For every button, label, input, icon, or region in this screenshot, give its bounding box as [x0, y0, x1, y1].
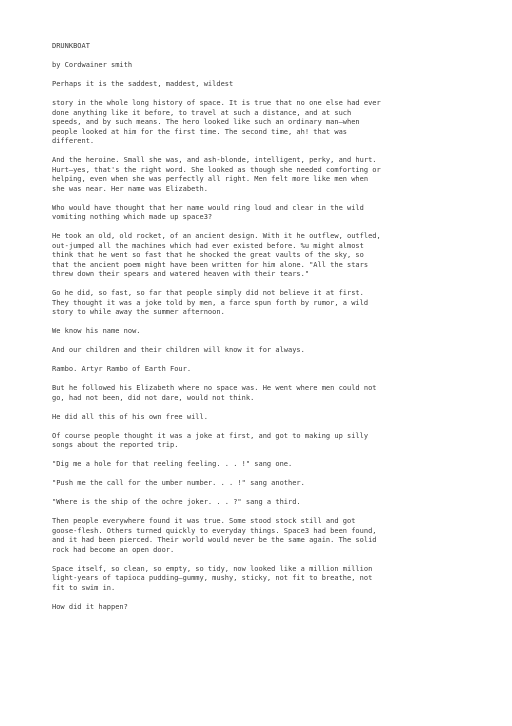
paragraph: How did it happen? — [52, 602, 128, 611]
paragraph: "Where is the ship of the ochre joker. . . ?" sang a third. — [52, 498, 301, 506]
paragraph: But he followed his Elizabeth where no space was. He went where men could not go, had not been, did not dare, would not think. — [52, 384, 377, 402]
paragraph: Rambo. Artyr Rambo of Earth Four. — [52, 365, 192, 373]
paragraph: Go he did, so fast, so far that people simply did not believe it at first. They thought it was a joke told by men, a farce spun forth by rumor, a wild story to while away the summer afternoon. — [52, 289, 369, 316]
paragraph: Then people everywhere found it was true. Some stood stock still and got goose-flesh. Others turned quickly to everyday things. Space3 had been found, and it had been pierced. Their world would never be the same again. The solid rock had become an open door. — [52, 517, 377, 554]
paragraph: Who would have thought that her name would ring loud and clear in the wild vomiting nothing which made up space3? — [52, 203, 364, 221]
document-byline: by Cordwainer smith — [52, 61, 133, 69]
paragraph: "Push me the call for the umber number. . . !" sang another. — [52, 479, 305, 487]
paragraph: He took an old, old rocket, of an ancient design. With it he outflew, outfled, out-jumped all the machines which had ever existed before. %u might almost think that he went so fast that he shocked the great vaults of the sky, so that the ancient poem might have been written for him alone. "All the stars threw down their spears and watered heaven with their tears." — [52, 232, 381, 278]
paragraph: "Dig me a hole for that reeling feeling. . . !" sang one. — [52, 460, 293, 468]
paragraph: Perhaps it is the saddest, maddest, wildest — [52, 80, 234, 88]
document-page — [52, 42, 452, 622]
paragraph: Of course people thought it was a joke at first, and got to making up silly songs about the reported trip. — [52, 431, 369, 449]
document-title: DRUNKBOAT — [52, 42, 90, 50]
paragraph: story in the whole long history of space. It is true that no one else had ever done anything like it before, to travel at such a distance, and at such speeds, and by such means. The hero looked like such an ordinary man—when people looked at him for the first time. The second time, ah! that was different. — [52, 99, 381, 145]
paragraph: And the heroine. Small she was, and ash-blonde, intelligent, perky, and hurt. Hurt—yes, that's the right word. She looked as though she needed comforting or helping, even when she was perfectly all right. Men felt more like men when she was near. Her name was Elizabeth. — [52, 156, 381, 193]
paragraph: He did all this of his own free will. — [52, 412, 208, 421]
paragraph: And our children and their children will know it for always. — [52, 346, 305, 354]
paragraph: We know his name now. — [52, 327, 141, 335]
paragraph: Space itself, so clean, so empty, so tidy, now looked like a million million light-years of tapioca pudding—gummy, mushy, sticky, not fit to breathe, not fit to swim in. — [52, 564, 373, 592]
